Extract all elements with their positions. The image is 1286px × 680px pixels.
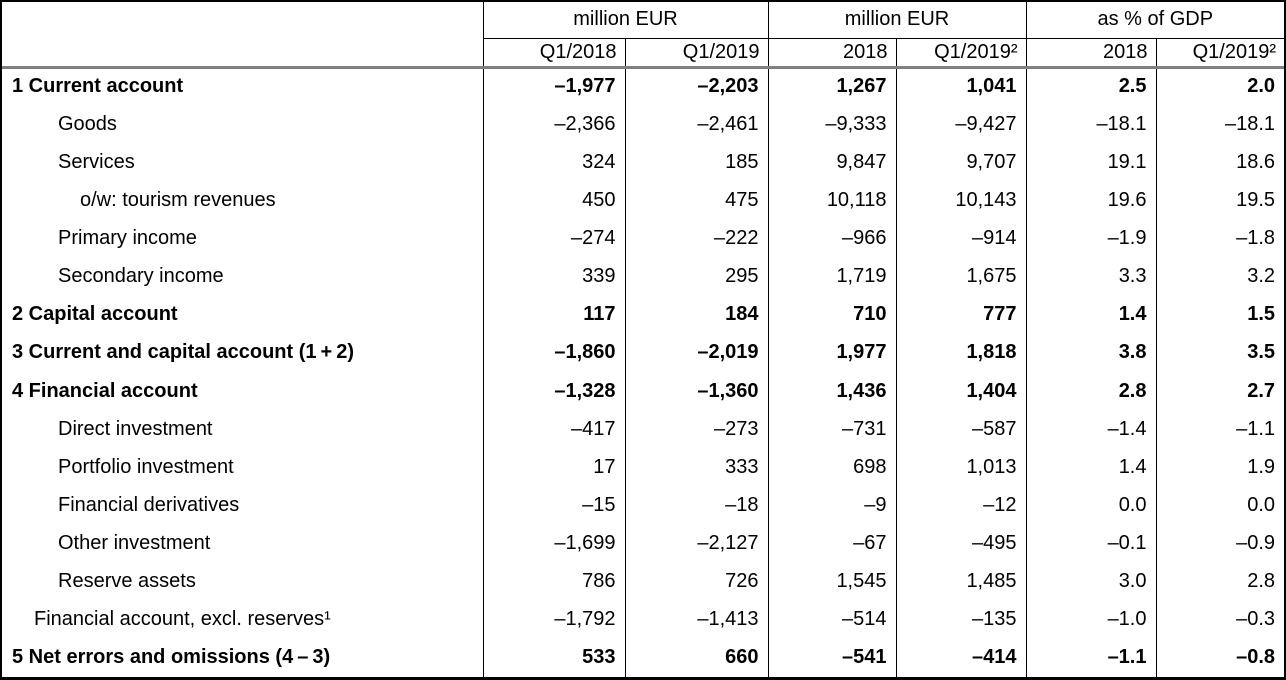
group-header-row [2, 2, 1284, 38]
row-label: 1 Current account [2, 67, 483, 105]
value-cell: –1,413 [625, 601, 768, 639]
value-cell: –1,977 [483, 67, 625, 105]
row-label: o/w: tourism revenues [2, 181, 483, 219]
value-cell: 533 [483, 639, 625, 677]
value-cell: –0.3 [1156, 601, 1284, 639]
value-cell: –587 [896, 410, 1026, 448]
value-cell: 660 [625, 639, 768, 677]
corner-cell [2, 2, 483, 67]
value-cell: 710 [768, 296, 896, 334]
value-cell: 295 [625, 258, 768, 296]
row-label: Other investment [2, 525, 483, 563]
row-label: 3 Current and capital account (1 + 2) [2, 334, 483, 372]
value-cell: 1,675 [896, 258, 1026, 296]
value-cell: 450 [483, 181, 625, 219]
value-cell: –18.1 [1026, 105, 1156, 143]
table-row [2, 181, 1284, 219]
table-body [2, 67, 1284, 677]
value-cell: 777 [896, 296, 1026, 334]
table-row [2, 105, 1284, 143]
row-label: Direct investment [2, 410, 483, 448]
value-cell: 1.4 [1026, 296, 1156, 334]
value-cell: 339 [483, 258, 625, 296]
value-cell: 0.0 [1026, 486, 1156, 524]
value-cell: –1,328 [483, 372, 625, 410]
value-cell: –1.0 [1026, 601, 1156, 639]
value-cell: –135 [896, 601, 1026, 639]
value-cell: 1,041 [896, 67, 1026, 105]
row-label: Reserve assets [2, 563, 483, 601]
col-header-q1-2019: Q1/2019 [625, 38, 768, 67]
value-cell: 1,013 [896, 448, 1026, 486]
table-row [2, 525, 1284, 563]
col-header-q1-2019-sup2: Q1/2019² [896, 38, 1026, 67]
value-cell: –67 [768, 525, 896, 563]
value-cell: 2.5 [1026, 67, 1156, 105]
value-cell: 1.9 [1156, 448, 1284, 486]
value-cell: –18 [625, 486, 768, 524]
table-row [2, 67, 1284, 105]
table-row [2, 372, 1284, 410]
value-cell: 2.7 [1156, 372, 1284, 410]
value-cell: 1.4 [1026, 448, 1156, 486]
value-cell: 10,143 [896, 181, 1026, 219]
value-cell: 17 [483, 448, 625, 486]
col-header-2018: 2018 [768, 38, 896, 67]
value-cell: 9,707 [896, 143, 1026, 181]
value-cell: –414 [896, 639, 1026, 677]
row-label: 2 Capital account [2, 296, 483, 334]
row-label: Primary income [2, 220, 483, 258]
value-cell: –0.8 [1156, 639, 1284, 677]
value-cell: –222 [625, 220, 768, 258]
col-header-q1-2018: Q1/2018 [483, 38, 625, 67]
value-cell: –1,792 [483, 601, 625, 639]
group-header-million-eur-quarterly: million EUR [483, 2, 768, 38]
value-cell: –9 [768, 486, 896, 524]
row-label: Secondary income [2, 258, 483, 296]
value-cell: –541 [768, 639, 896, 677]
value-cell: 1,719 [768, 258, 896, 296]
row-label: 5 Net errors and omissions (4 – 3) [2, 639, 483, 677]
table-row [2, 639, 1284, 677]
col-header-q1-2019-gdp-sup2: Q1/2019² [1156, 38, 1284, 67]
row-label: Financial account, excl. reserves¹ [2, 601, 483, 639]
value-cell: 698 [768, 448, 896, 486]
value-cell: 1,818 [896, 334, 1026, 372]
table-row [2, 486, 1284, 524]
value-cell: –514 [768, 601, 896, 639]
value-cell: –1,360 [625, 372, 768, 410]
value-cell: –273 [625, 410, 768, 448]
value-cell: –1.9 [1026, 220, 1156, 258]
value-cell: –9,427 [896, 105, 1026, 143]
value-cell: –1.1 [1026, 639, 1156, 677]
value-cell: 1,977 [768, 334, 896, 372]
value-cell: –0.1 [1026, 525, 1156, 563]
value-cell: 0.0 [1156, 486, 1284, 524]
value-cell: –1,699 [483, 525, 625, 563]
value-cell: –2,203 [625, 67, 768, 105]
value-cell: 726 [625, 563, 768, 601]
table-row [2, 448, 1284, 486]
value-cell: 2.8 [1156, 563, 1284, 601]
value-cell: 1,267 [768, 67, 896, 105]
value-cell: –914 [896, 220, 1026, 258]
value-cell: –1,860 [483, 334, 625, 372]
row-label: Goods [2, 105, 483, 143]
group-header-million-eur-annual: million EUR [768, 2, 1026, 38]
value-cell: –495 [896, 525, 1026, 563]
value-cell: 2.8 [1026, 372, 1156, 410]
value-cell: 3.5 [1156, 334, 1284, 372]
value-cell: 1,404 [896, 372, 1026, 410]
value-cell: –2,019 [625, 334, 768, 372]
value-cell: 475 [625, 181, 768, 219]
row-label: 4 Financial account [2, 372, 483, 410]
value-cell: –9,333 [768, 105, 896, 143]
value-cell: 1.5 [1156, 296, 1284, 334]
value-cell: 19.5 [1156, 181, 1284, 219]
table-row [2, 143, 1284, 181]
value-cell: –1.1 [1156, 410, 1284, 448]
value-cell: 333 [625, 448, 768, 486]
value-cell: 185 [625, 143, 768, 181]
value-cell: –2,366 [483, 105, 625, 143]
value-cell: 3.8 [1026, 334, 1156, 372]
value-cell: 3.3 [1026, 258, 1156, 296]
value-cell: –0.9 [1156, 525, 1284, 563]
table-row [2, 410, 1284, 448]
value-cell: 19.6 [1026, 181, 1156, 219]
table-row [2, 258, 1284, 296]
value-cell: 1,436 [768, 372, 896, 410]
value-cell: 786 [483, 563, 625, 601]
value-cell: –1.4 [1026, 410, 1156, 448]
table-row [2, 220, 1284, 258]
value-cell: –15 [483, 486, 625, 524]
value-cell: 10,118 [768, 181, 896, 219]
row-label: Financial derivatives [2, 486, 483, 524]
table-row [2, 296, 1284, 334]
value-cell: 2.0 [1156, 67, 1284, 105]
table-row [2, 563, 1284, 601]
value-cell: –1.8 [1156, 220, 1284, 258]
row-label: Portfolio investment [2, 448, 483, 486]
table-row [2, 334, 1284, 372]
value-cell: 1,485 [896, 563, 1026, 601]
value-cell: 3.2 [1156, 258, 1284, 296]
value-cell: 324 [483, 143, 625, 181]
value-cell: –18.1 [1156, 105, 1284, 143]
value-cell: –417 [483, 410, 625, 448]
col-header-2018-gdp: 2018 [1026, 38, 1156, 67]
value-cell: 18.6 [1156, 143, 1284, 181]
value-cell: 117 [483, 296, 625, 334]
value-cell: 19.1 [1026, 143, 1156, 181]
value-cell: –731 [768, 410, 896, 448]
value-cell: 1,545 [768, 563, 896, 601]
value-cell: 9,847 [768, 143, 896, 181]
value-cell: –2,127 [625, 525, 768, 563]
value-cell: –966 [768, 220, 896, 258]
value-cell: 3.0 [1026, 563, 1156, 601]
value-cell: 184 [625, 296, 768, 334]
value-cell: –2,461 [625, 105, 768, 143]
data-table [2, 2, 1284, 677]
table-row [2, 601, 1284, 639]
value-cell: –12 [896, 486, 1026, 524]
group-header-pct-of-gdp: as % of GDP [1026, 2, 1284, 38]
value-cell: –274 [483, 220, 625, 258]
row-label: Services [2, 143, 483, 181]
